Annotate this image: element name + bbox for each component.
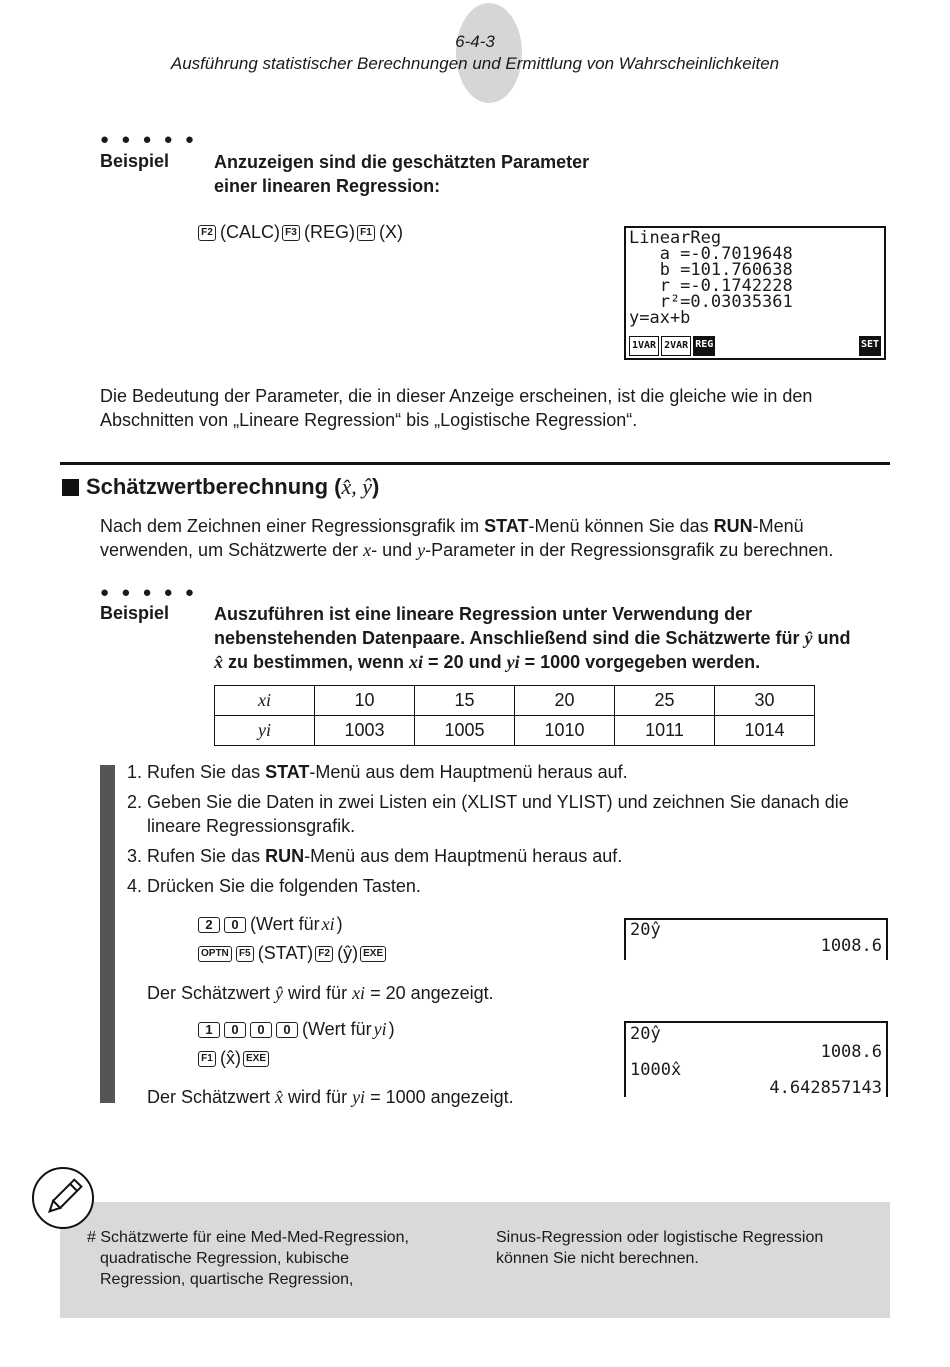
digit-key: 0 <box>224 917 246 933</box>
result-text: Der Schätzwert ŷ wird für xi = 20 angezeigt. <box>147 983 494 1003</box>
pencil-icon <box>32 1167 94 1229</box>
list-item: 4. Drücken Sie die folgenden Tasten. <box>127 876 421 896</box>
page-number: 6-4-3 <box>455 32 495 51</box>
key-sequence: F2 (CALC) F3 (REG) F1 (X) <box>198 222 403 243</box>
steps-list <box>127 760 897 898</box>
f5-key: F5 <box>236 946 254 962</box>
softkey-2var: 2VAR <box>661 336 691 356</box>
section-title: Schätzwertberechnung (x̂, ŷ) <box>86 474 380 499</box>
f1-key: F1 <box>357 225 375 241</box>
example-label: Beispiel <box>100 151 170 171</box>
calculator-screen-xhat: 20ŷ 1008.6 1000x̂ 4.642857143 <box>624 1021 888 1097</box>
calculator-screen-yhat: 20ŷ 1008.6 <box>624 918 888 960</box>
optn-key: OPTN <box>198 946 232 962</box>
exe-key: EXE <box>360 946 386 962</box>
example-label: Beispiel <box>100 603 170 623</box>
example-title: Auszuführen ist eine lineare Regression unter Verwendung der nebenstehenden Datenpaare. Anschließend sind die Schätzwerte für ŷ und x̂ zu bestimmen, wenn xi = 20 und yi = 1000 vorgegeben werden. <box>214 604 851 672</box>
running-title: Ausführung statistischer Berechnungen und Ermittlung von Wahrscheinlichkeiten <box>170 54 780 73</box>
note-column-right: Sinus-Regression oder logistische Regression können Sie nicht berechnen. <box>496 1229 824 1267</box>
section-square-icon <box>62 479 79 496</box>
procedure-bar <box>100 765 115 1103</box>
f1-key: F1 <box>198 1051 216 1067</box>
key-sequence: F1 (x̂) EXE <box>198 1048 271 1069</box>
digit-key: 0 <box>276 1022 298 1038</box>
list-item: 1. Rufen Sie das STAT-Menü aus dem Hauptmenü heraus auf. <box>127 762 628 782</box>
softkey-set: SET <box>859 336 881 356</box>
explanation: Die Bedeutung der Parameter, die in dieser Anzeige erscheinen, ist die gleiche wie in den Abschnitten von „Lineare Regression“ bis „Logistische Regression“. <box>100 386 813 430</box>
example-dots: ● ● ● ● ● <box>100 131 198 148</box>
softkey-1var: 1VAR <box>629 336 659 356</box>
list-item: 3. Rufen Sie das RUN-Menü aus dem Hauptmenü heraus auf. <box>127 846 623 866</box>
section-rule <box>60 462 890 465</box>
data-table <box>214 685 815 746</box>
digit-key: 2 <box>198 917 220 933</box>
calculator-screen-linreg: LinearReg a =-0.7019648 b =101.760638 r =-0.1742228 r²=0.03035361 y=ax+b 1VAR 2VAR REG SET <box>624 226 886 360</box>
note-column-left: # Schätzwerte für eine Med-Med-Regression, quadratische Regression, kubische Regression, quartische Regression, <box>87 1229 409 1288</box>
key-sequence: 2 0 (Wert für xi ) <box>198 914 343 935</box>
key-sequence: 1 0 0 0 (Wert für yi ) <box>198 1019 395 1040</box>
f2-key: F2 <box>315 946 333 962</box>
table-row: yi 1003 1005 1010 1011 1014 <box>215 716 815 746</box>
exe-key: EXE <box>243 1051 269 1067</box>
example-dots: ● ● ● ● ● <box>100 584 198 601</box>
section-intro: Nach dem Zeichnen einer Regressionsgrafik im STAT-Menü können Sie das RUN-Menü verwenden, um Schätzwerte der x- und y-Parameter in der Regressionsgrafik zu berechnen. <box>100 516 834 560</box>
page-marker-circle <box>456 3 522 103</box>
f2-key: F2 <box>198 225 216 241</box>
softkey-reg: REG <box>693 336 715 356</box>
list-item: 2. Geben Sie die Daten in zwei Listen ein (XLIST und YLIST) und zeichnen Sie danach die lineare Regressionsgrafik. <box>127 792 849 836</box>
digit-key: 0 <box>224 1022 246 1038</box>
result-text: Der Schätzwert x̂ wird für yi = 1000 angezeigt. <box>147 1087 514 1107</box>
f3-key: F3 <box>282 225 300 241</box>
table-row: xi 10 15 20 25 30 <box>215 686 815 716</box>
digit-key: 1 <box>198 1022 220 1038</box>
digit-key: 0 <box>250 1022 272 1038</box>
example-title: Anzuzeigen sind die geschätzten Parameter einer linearen Regression: <box>214 152 590 196</box>
key-sequence: OPTN F5 (STAT) F2 (ŷ) EXE <box>198 943 388 964</box>
